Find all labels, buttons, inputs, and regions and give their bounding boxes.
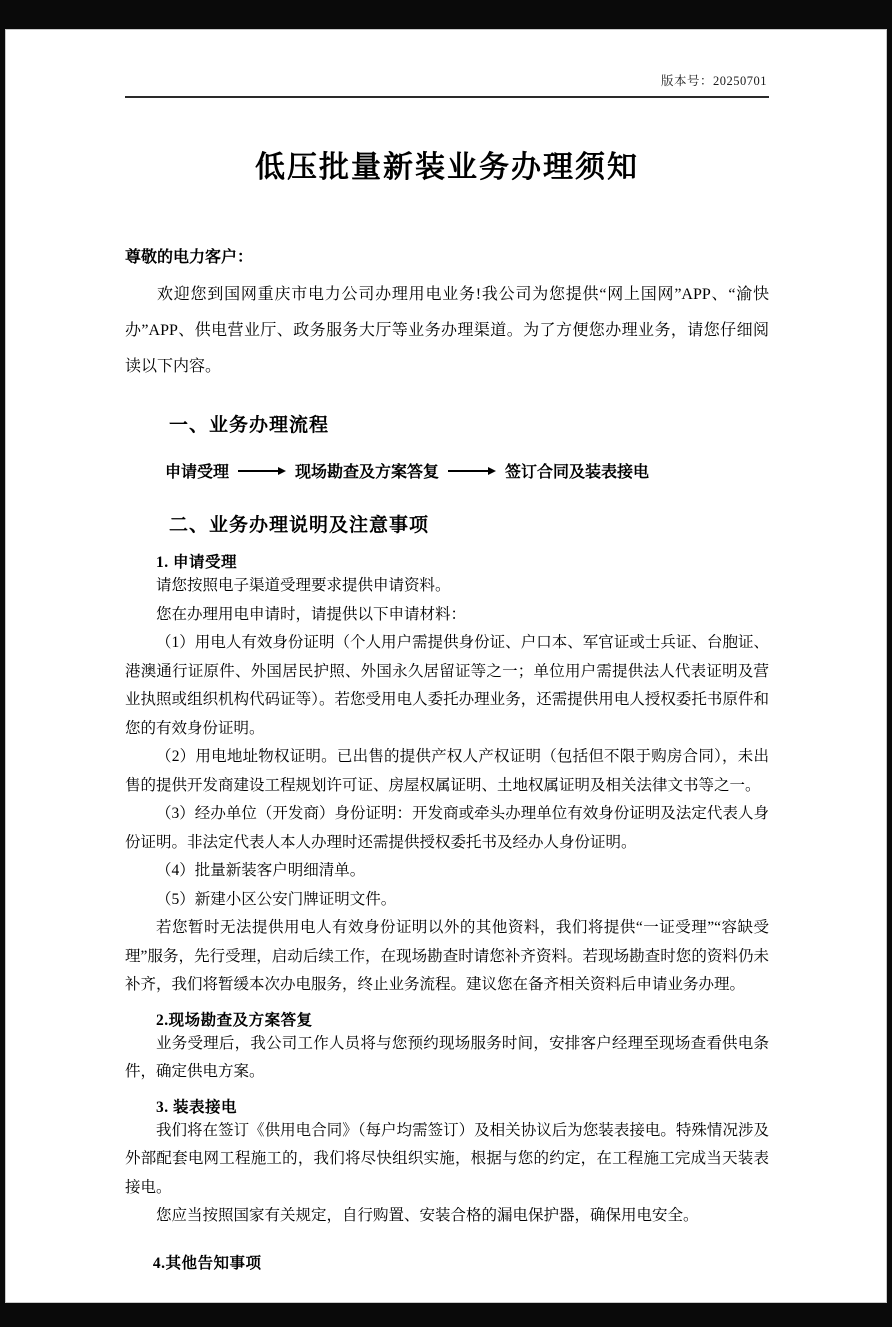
sub1-paragraph-3: （1）用电人有效身份证明（个人用户需提供身份证、户口本、军官证或士兵证、台胞证、港澳通行证原件、外国居民护照、外国永久居留证等之一；单位用户需提供法人代表证明及营业执照或组织机构代码证等）。若您受用电人委托办理业务，还需提供用电人授权委托书原件和您的有效身份证明。 [125,634,769,737]
flow-step-survey: 现场勘查及方案答复 [295,464,440,481]
page-title: 低压批量新装业务办理须知 [255,151,639,184]
sub1-paragraph-1: 请您按照电子渠道受理要求提供申请资料。 [156,577,451,594]
flow-arrow-icon [238,467,286,475]
subsection-4-heading: 4.其他告知事项 [152,1254,262,1272]
header-rule [125,96,769,98]
sub1-paragraph-6: （4）批量新装客户明细清单。 [156,862,366,880]
sub1-paragraph-4: （2）用电地址物权证明。已出售的提供产权人产权证明（包括但不限于购房合同），未出售的提供开发商建设工程规划许可证、房屋权属证明、土地权属证明及相关法律文书等之一。 [125,748,769,794]
version-label: 版本号：20250701 [660,74,767,88]
flow-step-apply: 申请受理 [165,464,230,481]
page-header [125,71,769,98]
process-flow [165,459,769,482]
sub1-paragraph-8: 若您暂时无法提供用电人有效身份证明以外的其他资料，我们将提供“一证受理”“容缺受理”服务，先行受理，启动后续工作，在现场勘查时请您补齐资料。若现场勘查时您的资料仍未补齐，我们将暂缓本次办电服务，终止业务流程。建议您在备齐相关资料后申请业务办理。 [125,919,769,994]
subsection-3-heading: 3. 装表接电 [156,1098,238,1116]
subsection-1-heading: 1. 申请受理 [156,554,238,571]
subsection-2-heading: 2.现场勘查及方案答复 [156,1011,313,1029]
section-2-heading: 二、业务办理说明及注意事项 [169,515,430,536]
salutation: 尊敬的电力客户： [125,249,254,266]
flow-step-connect: 签订合同及装表接电 [505,464,650,481]
sub3-paragraph-2: 您应当按照国家有关规定，自行购置、安装合格的漏电保护器，确保用电安全。 [156,1207,699,1225]
sub3-paragraph-1: 我们将在签订《供用电合同》（每户均需签订）及相关协议后为您装表接电。特殊情况涉及外部配套电网工程施工的，我们将尽快组织实施，根据与您的约定，在工程施工完成当天装表接电。 [125,1121,769,1196]
sub1-paragraph-7: （5）新建小区公安门牌证明文件。 [156,890,397,908]
section-1-heading: 一、业务办理流程 [169,415,330,436]
sub1-paragraph-5: （3）经办单位（开发商）身份证明：开发商或牵头办理单位有效身份证明及法定代表人身份证明。非法定代表人本人办理时还需提供授权委托书及经办人身份证明。 [125,805,769,851]
sub1-paragraph-2: 您在办理用电申请时，请提供以下申请材料： [156,605,467,623]
document-page [5,29,887,1303]
intro-paragraph: 欢迎您到国网重庆市电力公司办理用电业务!我公司为您提供“网上国网”APP、“渝快办”APP、供电营业厅、政务服务大厅等业务办理渠道。为了方便您办理业务，请您仔细阅读以下内容。 [125,286,769,375]
flow-arrow-icon [448,467,496,475]
sub2-paragraph-1: 业务受理后，我公司工作人员将与您预约现场服务时间，安排客户经理至现场查看供电条件，确定供电方案。 [125,1034,769,1081]
